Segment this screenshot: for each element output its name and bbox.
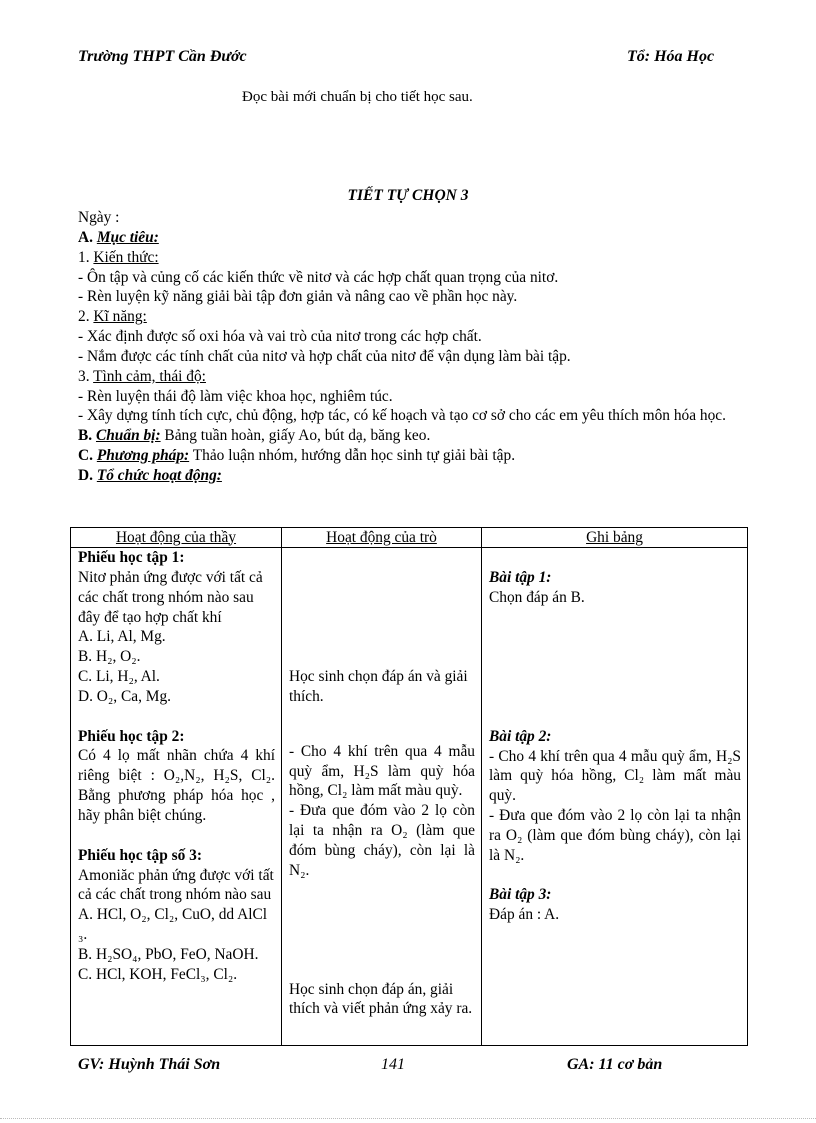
subheading: Kiến thức:	[93, 248, 159, 266]
section-b	[78, 426, 748, 446]
subheading: Kĩ năng:	[93, 308, 147, 326]
board-column	[482, 548, 748, 1046]
worksheet-2-title: Phiếu học tập 2:	[78, 727, 185, 745]
student-response-2a: - Cho 4 khí trên qua 4 mẫu quỳ ẩm, H₂S làm quỳ hóa hồng, Cl₂ làm mất màu quỳ.	[289, 742, 475, 800]
table-row	[71, 548, 748, 1046]
section-text: Bảng tuần hoàn, giấy Ao, bút dạ, băng keo.	[160, 427, 431, 445]
section-heading: Mục tiêu:	[96, 228, 159, 246]
column-header: Ghi bảng	[482, 528, 748, 548]
section-letter: C.	[78, 447, 93, 465]
exercise-3-answer: Đáp án : A.	[489, 906, 560, 924]
page-number: 141	[381, 1056, 405, 1073]
worksheet-3-question: Amoniăc phản ứng được với tất cả các chất trong nhóm nào sau	[78, 866, 274, 904]
option: C. Li, H₂, Al.	[78, 668, 160, 686]
section-letter: B.	[78, 427, 93, 445]
exercise-1-title: Bài tập 1:	[489, 569, 552, 586]
section-heading: Tổ chức hoạt động:	[96, 466, 222, 484]
exercise-2-step: - Cho 4 khí trên qua 4 mẫu quỳ ẩm, H₂S làm quỳ hóa hồng, Cl₂ làm mất màu quỳ.	[489, 747, 741, 805]
exercise-2-step: - Đưa que đóm vào 2 lọ còn lại ta nhận ra O₂ (làm que đóm bùng cháy), còn lại là N₂.	[489, 807, 741, 864]
class-label: GA: 11 cơ bản	[567, 1056, 663, 1073]
exercise-2-title: Bài tập 2:	[489, 727, 552, 745]
student-response-2b: - Đưa que đóm vào 2 lọ còn lại ta nhận ra O₂ (làm que đóm bùng cháy), còn lại là N₂.	[289, 802, 475, 879]
table-header-row	[71, 528, 748, 548]
activity-table	[70, 527, 748, 1046]
section-heading: Chuẩn bị:	[95, 427, 161, 445]
skills-item: - Xác định được số oxi hóa và vai trò của nitơ trong các hợp chất.	[78, 328, 482, 346]
lesson-body	[78, 208, 748, 486]
date-label: Ngày :	[78, 209, 120, 226]
option: D. O₂, Ca, Mg.	[78, 687, 172, 705]
worksheet-1-title: Phiếu học tập 1:	[78, 549, 185, 566]
page-title: TIẾT TỰ CHỌN 3	[347, 187, 469, 204]
item-number: 1.	[78, 248, 90, 266]
attitude-item: - Xây dựng tính tích cực, chủ động, hợp tác, có kế hoạch và tạo cơ sở cho các em yêu thích môn hóa học.	[78, 407, 726, 425]
attitude-item: - Rèn luyện thái độ làm việc khoa học, nghiêm túc.	[78, 387, 393, 405]
student-response-3: Học sinh chọn đáp án, giải thích và viết phản ứng xảy ra.	[289, 980, 473, 1018]
student-response-1: Học sinh chọn đáp án và giải thích.	[289, 668, 468, 705]
section-letter: A.	[78, 228, 93, 246]
student-column	[282, 548, 482, 1046]
worksheet-2-question: Có 4 lọ mất nhãn chứa 4 khí riêng biệt : O₂,N₂, H₂S, Cl₂. Bằng phương pháp hóa học , hãy phân biệt chúng.	[78, 747, 275, 824]
section-heading: Phương pháp:	[96, 447, 190, 465]
exercise-1-answer: Chọn đáp án B.	[489, 588, 585, 606]
knowledge-item: - Rèn luyện kỹ năng giải bài tập đơn giản và nâng cao về phần học này.	[78, 288, 518, 306]
option: A. Li, Al, Mg.	[78, 628, 166, 646]
teacher-column	[71, 548, 282, 1046]
teacher-name: GV: Huỳnh Thái Sơn	[78, 1056, 221, 1073]
exercise-3-title: Bài tập 3:	[489, 886, 552, 904]
item-number: 3.	[78, 367, 90, 385]
knowledge-item: - Ôn tập và củng cố các kiến thức về nitơ và các hợp chất quan trọng của nitơ.	[78, 268, 559, 286]
section-letter: D.	[78, 466, 93, 484]
option: C. HCl, KOH, FeCl₃, Cl₂.	[78, 965, 238, 983]
department-name: Tổ: Hóa Học	[627, 48, 715, 65]
skills-heading	[78, 307, 748, 327]
intro-line: Đọc bài mới chuẩn bị cho tiết học sau.	[242, 89, 473, 105]
worksheet-3-title: Phiếu học tập số 3:	[78, 846, 202, 864]
column-header: Hoạt động của thầy	[71, 528, 282, 548]
school-name: Trường THPT Cần Đước	[78, 48, 247, 65]
attitude-heading	[78, 367, 748, 387]
section-a-heading	[78, 228, 748, 248]
option: B. H₂, O₂.	[78, 648, 141, 666]
column-header: Hoạt động của trò	[282, 528, 482, 548]
skills-item: - Nắm được các tính chất của nitơ và hợp chất của nitơ để vận dụng làm bài tập.	[78, 347, 571, 365]
worksheet-1-question: Nitơ phản ứng được với tất cả các chất trong nhóm nào sau đây để tạo hợp chất khí	[78, 568, 263, 626]
page-edge-divider	[0, 1118, 816, 1119]
knowledge-heading	[78, 248, 748, 268]
section-c	[78, 446, 748, 466]
subheading: Tình cảm, thái độ:	[93, 367, 206, 385]
option: B. H₂SO₄, PbO, FeO, NaOH.	[78, 945, 259, 963]
section-d	[78, 466, 748, 486]
item-number: 2.	[78, 308, 90, 326]
section-text: Thảo luận nhóm, hướng dẫn học sinh tự giải bài tập.	[189, 447, 516, 465]
option: A. HCl, O₂, Cl₂, CuO, dd AlCl ₃.	[78, 906, 268, 944]
